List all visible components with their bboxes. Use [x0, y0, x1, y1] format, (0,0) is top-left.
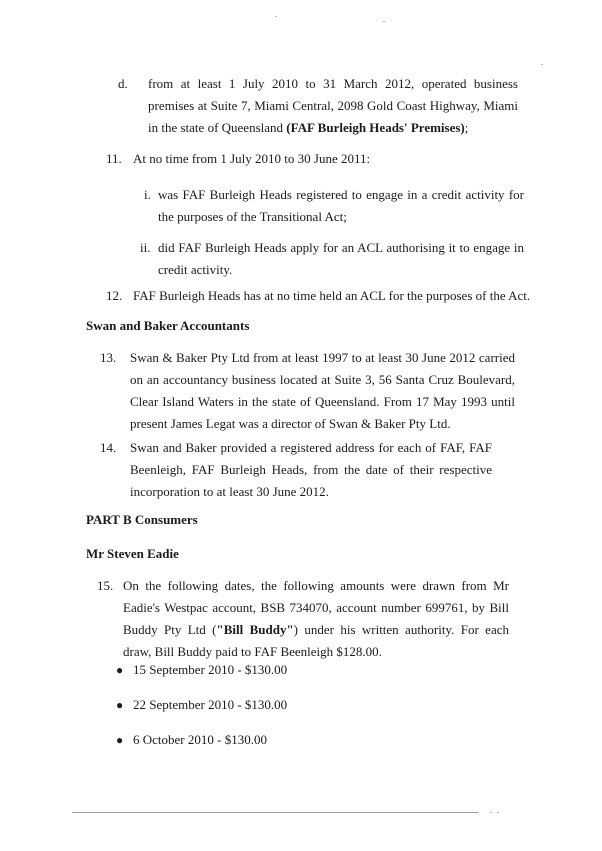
scan-speck [490, 812, 492, 813]
item-15-text-part: ) under his written authority. For each draw, Bill Buddy paid to FAF Beenleigh $128.00. [123, 622, 509, 659]
item-d-defined-term: (FAF Burleigh Heads' Premises) [286, 120, 465, 135]
bullet-text: 15 September 2010 - $130.00 [133, 662, 288, 677]
heading-part-b: PART B Consumers [86, 512, 198, 527]
item-11-text: At no time from 1 July 2010 to 30 June 2011: [133, 151, 371, 166]
item-15-number: 15. [97, 578, 114, 593]
item-12-text: FAF Burleigh Heads has at no time held an ACL for the purposes of the Act. [133, 288, 531, 303]
item-15-text-part: On the following dates, the following amounts were drawn from Mr Eadie's Westpac account, BSB 734070, account number 699761, by Bill Buddy Pty Ltd ( [123, 578, 509, 637]
bullet-dot-icon: ● [116, 733, 124, 747]
bullet-text: 6 October 2010 - $130.00 [133, 732, 267, 747]
bullet-text: 22 September 2010 - $130.00 [133, 697, 288, 712]
scan-speck [497, 812, 499, 813]
scan-speck [275, 16, 277, 17]
item-13-text: Swan & Baker Pty Ltd from at least 1997 to at least 30 June 2012 carried on an accountancy business located at Suite 3, 56 Santa Cruz Boulevard, Clear Island Waters in the state of Queensland. From 17 May 1993 until present James Legat was a director of Swan & Baker Pty Ltd. [130, 350, 515, 431]
scan-speck [541, 64, 543, 65]
heading-mr-steven-eadie: Mr Steven Eadie [86, 546, 179, 561]
bottom-scan-rule [72, 812, 478, 813]
item-13-number: 13. [100, 350, 117, 365]
item-12-number: 12. [106, 288, 123, 303]
item-11-sub-ii-text: did FAF Burleigh Heads apply for an ACL authorising it to engage in credit activity. [158, 240, 524, 277]
item-15-defined-term: "Bill Buddy" [216, 622, 294, 637]
heading-swan-and-baker: Swan and Baker Accountants [86, 318, 250, 333]
item-d-text [148, 73, 518, 139]
item-14-number: 14. [100, 440, 117, 455]
scan-speck [383, 21, 385, 22]
item-d-text-part: ; [464, 120, 469, 135]
item-11-number: 11. [106, 151, 122, 166]
item-14-text: Swan and Baker provided a registered address for each of FAF, FAF Beenleigh, FAF Burleigh Heads, from the date of their respective incorporation to at least 30 June 2012. [130, 440, 492, 499]
item-11-sub-i-label: i. [144, 187, 151, 202]
item-d-text-part: from at least 1 July 2010 to 31 March 2012, operated business premises at Suite 7, Miami Central, 2098 Gold Coast Highway, Miami in the state of Queensland [148, 76, 518, 135]
bullet-dot-icon: ● [116, 663, 124, 677]
item-11-sub-ii-label: ii. [140, 240, 151, 255]
item-15-text [123, 575, 509, 663]
item-d-label: d. [118, 76, 128, 91]
bullet-dot-icon: ● [116, 698, 124, 712]
item-11-sub-i-text: was FAF Burleigh Heads registered to engage in a credit activity for the purposes of the Transitional Act; [158, 187, 524, 224]
